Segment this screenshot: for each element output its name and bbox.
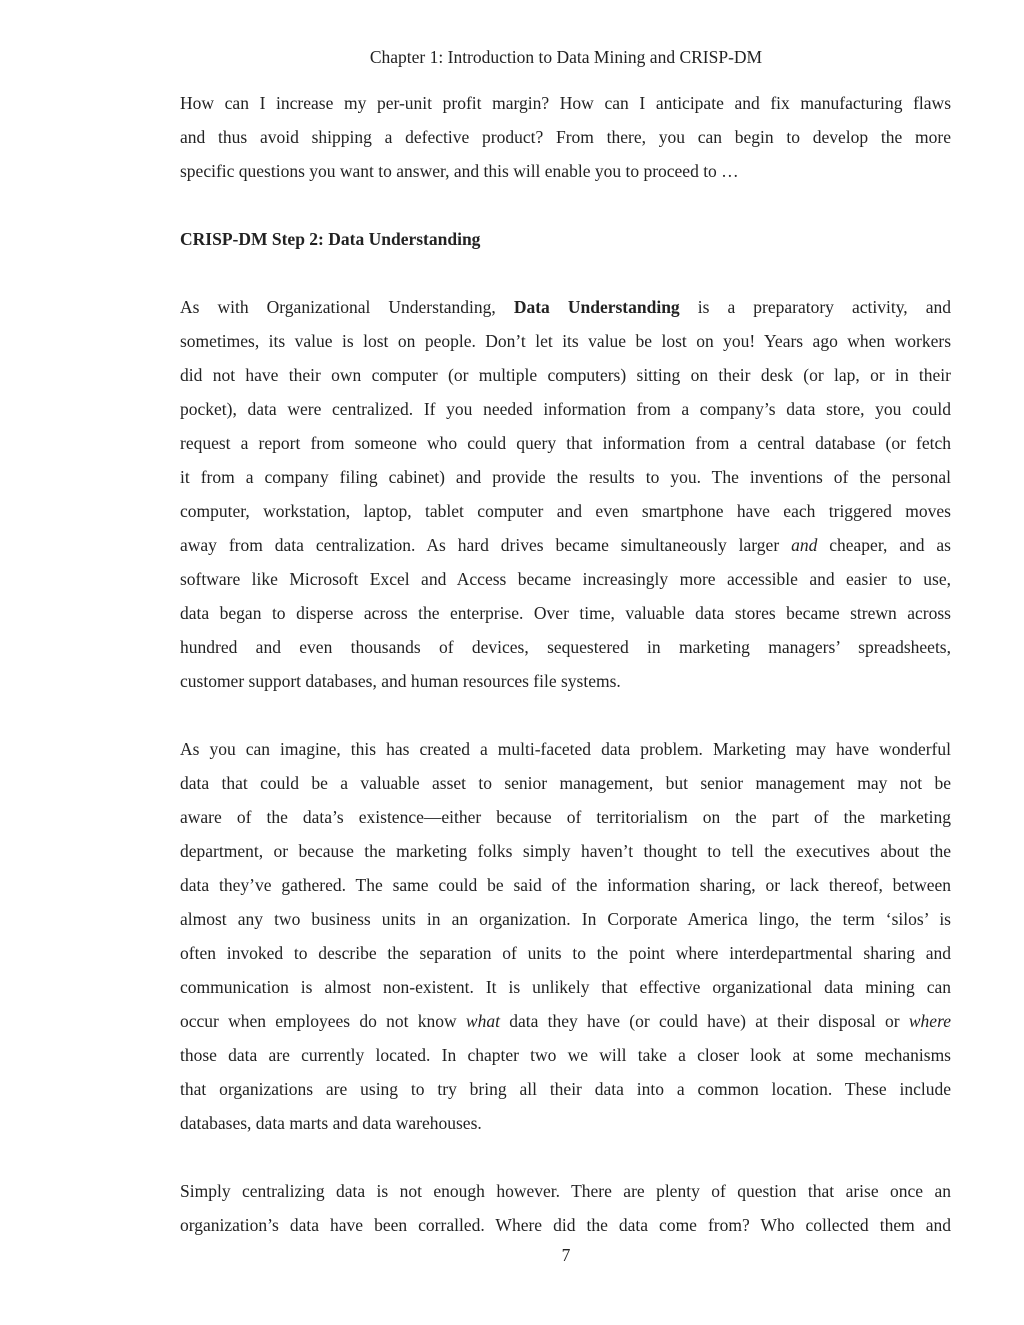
section-heading: CRISP-DM Step 2: Data Understanding xyxy=(180,229,481,249)
text-line xyxy=(180,460,951,494)
text-segment: request a report from someone who could query that information from a central database (or fetch xyxy=(180,433,951,453)
text-line xyxy=(180,120,951,154)
text-segment: Simply centralizing data is not enough however. There are plenty of question that arise once an xyxy=(180,1181,951,1201)
text-segment: customer support databases, and human resources file systems. xyxy=(180,671,621,691)
text-segment: department, or because the marketing folks simply haven’t thought to tell the executives about the xyxy=(180,841,951,861)
text-line xyxy=(180,1174,951,1208)
text-segment: software like Microsoft Excel and Access became increasingly more accessible and easier to use, xyxy=(180,569,951,589)
text-segment: computer, workstation, laptop, tablet computer and even smartphone have each triggered moves xyxy=(180,501,951,521)
text-line xyxy=(180,358,951,392)
paragraph xyxy=(180,86,951,188)
text-segment: away from data centralization. As hard drives became simultaneously larger xyxy=(180,535,792,555)
text-line xyxy=(180,766,951,800)
text-line xyxy=(180,154,951,188)
text-segment: organization’s data have been corralled. Where did the data come from? Who collected them and xyxy=(180,1215,951,1235)
text-segment: As you can imagine, this has created a multi-faceted data problem. Marketing may have wonderful xyxy=(180,739,951,759)
italic-text: what xyxy=(465,1011,500,1031)
text-segment: is a preparatory activity, and xyxy=(679,297,951,317)
text-line xyxy=(180,1106,951,1140)
text-line xyxy=(180,86,951,120)
text-segment: those data are currently located. In chapter two we will take a closer look at some mechanisms xyxy=(180,1045,951,1065)
text-segment: How can I increase my per-unit profit margin? How can I anticipate and fix manufacturing flaws xyxy=(180,93,951,113)
text-segment: sometimes, its value is lost on people. Don’t let its value be lost on you! Years ago when workers xyxy=(180,331,951,351)
text-line xyxy=(180,1208,951,1242)
text-line xyxy=(180,630,951,664)
paragraph-gap xyxy=(180,256,951,290)
text-line xyxy=(180,324,951,358)
text-segment: data began to disperse across the enterprise. Over time, valuable data stores became strewn across xyxy=(180,603,951,623)
text-segment: hundred and even thousands of devices, sequestered in marketing managers’ spreadsheets, xyxy=(180,637,951,657)
paragraph xyxy=(180,732,951,1140)
text-line xyxy=(180,426,951,460)
text-segment: did not have their own computer (or multiple computers) sitting on their desk (or lap, or in their xyxy=(180,365,951,385)
text-segment: occur when employees do not know xyxy=(180,1011,466,1031)
text-segment: that organizations are using to try bring all their data into a common location. These include xyxy=(180,1079,951,1099)
text-segment: data that could be a valuable asset to senior management, but senior management may not be xyxy=(180,773,951,793)
text-segment: data they have (or could have) at their disposal or xyxy=(499,1011,909,1031)
text-line xyxy=(180,868,951,902)
paragraph-gap xyxy=(180,1140,951,1174)
text-segment: almost any two business units in an organization. In Corporate America lingo, the term ‘silos’ is xyxy=(180,909,951,929)
text-segment: communication is almost non-existent. It is unlikely that effective organizational data mining can xyxy=(180,977,951,997)
text-line xyxy=(180,494,951,528)
italic-text: and xyxy=(791,535,818,555)
text-segment: and thus avoid shipping a defective product? From there, you can begin to develop the more xyxy=(180,127,951,147)
document-body xyxy=(180,86,951,1242)
text-line xyxy=(180,664,951,698)
paragraph xyxy=(180,290,951,698)
text-line xyxy=(180,392,951,426)
text-line xyxy=(180,732,951,766)
text-segment: pocket), data were centralized. If you needed information from a company’s data store, you could xyxy=(180,399,951,419)
text-line xyxy=(180,562,951,596)
text-line xyxy=(180,596,951,630)
text-line xyxy=(180,970,951,1004)
page-number: 7 xyxy=(561,1245,571,1265)
text-line xyxy=(180,1072,951,1106)
paragraph xyxy=(180,1174,951,1242)
text-line xyxy=(180,834,951,868)
bold-text: Data Understanding xyxy=(513,297,680,317)
text-segment: aware of the data’s existence—either because of territorialism on the part of the marketing xyxy=(180,807,951,827)
running-header: Chapter 1: Introduction to Data Mining and CRISP-DM xyxy=(369,47,763,67)
text-line xyxy=(180,800,951,834)
text-line xyxy=(180,1038,951,1072)
text-segment: As with Organizational Understanding, xyxy=(180,297,514,317)
text-line xyxy=(180,936,951,970)
italic-text: where xyxy=(908,1011,951,1031)
paragraph-gap xyxy=(180,698,951,732)
text-segment: often invoked to describe the separation of units to the point where interdepartmental sharing and xyxy=(180,943,951,963)
text-segment: cheaper, and as xyxy=(817,535,951,555)
text-segment: databases, data marts and data warehouses. xyxy=(180,1113,482,1133)
text-line xyxy=(180,528,951,562)
text-line xyxy=(180,290,951,324)
paragraph-gap xyxy=(180,188,951,222)
text-segment: specific questions you want to answer, and this will enable you to proceed to … xyxy=(180,161,739,181)
text-line xyxy=(180,1004,951,1038)
text-line xyxy=(180,902,951,936)
text-segment: it from a company filing cabinet) and provide the results to you. The inventions of the personal xyxy=(180,467,951,487)
text-segment: data they’ve gathered. The same could be said of the information sharing, or lack thereof, between xyxy=(180,875,951,895)
